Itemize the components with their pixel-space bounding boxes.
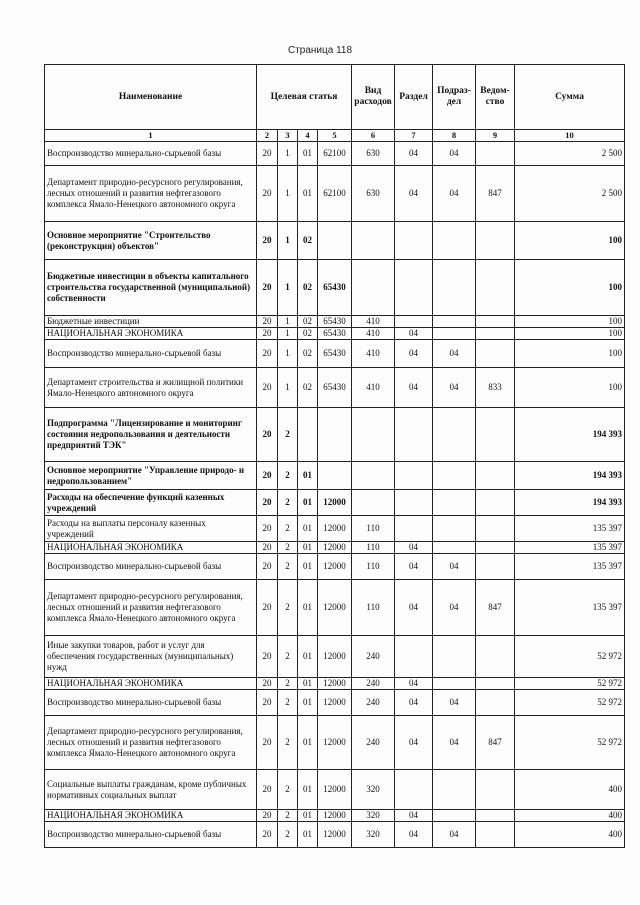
subsection-code: 04 [433, 690, 476, 716]
row-name: Департамент природно-ресурсного регулирования, лесных отношений и развития нефтегазового комплекса Ямало-Ненецкого автономного округа [45, 166, 257, 222]
target-code-activity: 01 [298, 542, 318, 554]
section-code: 04 [395, 678, 433, 690]
target-code-program: 20 [257, 516, 278, 542]
row-name: Подпрограмма "Лицензирование и мониторинг состояния недропользования и деятельности предприятий ТЭК" [45, 408, 257, 462]
table-row [45, 822, 625, 848]
row-sum: 100 [515, 340, 625, 368]
row-sum: 52 972 [515, 690, 625, 716]
expense-type-code [352, 222, 395, 260]
subsection-code [433, 542, 476, 554]
section-code [395, 316, 433, 328]
subsection-code: 04 [433, 822, 476, 848]
target-code-program: 20 [257, 408, 278, 462]
target-code-direction: 12000 [318, 822, 352, 848]
row-sum: 135 397 [515, 580, 625, 636]
target-code-activity: 01 [298, 690, 318, 716]
row-sum: 400 [515, 770, 625, 810]
expense-type-code: 110 [352, 580, 395, 636]
expense-type-code: 240 [352, 716, 395, 770]
target-code-direction: 12000 [318, 716, 352, 770]
target-code-direction: 62100 [318, 142, 352, 166]
target-code-subprogram: 1 [278, 340, 298, 368]
row-sum: 52 972 [515, 716, 625, 770]
section-code: 04 [395, 716, 433, 770]
subsection-code [433, 462, 476, 490]
row-sum: 100 [515, 328, 625, 340]
row-name: Основное мероприятие "Управление природо- и недропользованием" [45, 462, 257, 490]
target-code-program: 20 [257, 678, 278, 690]
expense-type-code: 110 [352, 516, 395, 542]
row-name: Департамент природно-ресурсного регулирования, лесных отношений и развития нефтегазового комплекса Ямало-Ненецкого автономного округа [45, 716, 257, 770]
section-code [395, 408, 433, 462]
target-code-subprogram: 2 [278, 636, 298, 678]
table-row [45, 542, 625, 554]
column-number: 10 [515, 130, 625, 142]
row-sum: 52 972 [515, 636, 625, 678]
section-code: 04 [395, 166, 433, 222]
target-code-direction: 65430 [318, 340, 352, 368]
subsection-code [433, 408, 476, 462]
table-row [45, 166, 625, 222]
table-row [45, 340, 625, 368]
target-code-subprogram: 2 [278, 580, 298, 636]
target-code-direction: 12000 [318, 516, 352, 542]
row-sum: 400 [515, 810, 625, 822]
subsection-code [433, 678, 476, 690]
subsection-code: 04 [433, 166, 476, 222]
target-code-subprogram: 2 [278, 542, 298, 554]
expense-type-code: 240 [352, 690, 395, 716]
expense-type-code: 320 [352, 810, 395, 822]
target-code-program: 20 [257, 166, 278, 222]
column-number: 4 [298, 130, 318, 142]
row-sum: 100 [515, 222, 625, 260]
department-code: 833 [476, 368, 515, 408]
expense-type-code: 630 [352, 166, 395, 222]
target-code-direction: 12000 [318, 636, 352, 678]
expense-type-code: 320 [352, 822, 395, 848]
row-sum: 100 [515, 260, 625, 316]
target-code-subprogram: 2 [278, 822, 298, 848]
target-code-program: 20 [257, 222, 278, 260]
expense-type-code: 410 [352, 340, 395, 368]
row-sum: 135 397 [515, 554, 625, 580]
department-code [476, 516, 515, 542]
target-code-activity: 01 [298, 678, 318, 690]
section-code: 04 [395, 810, 433, 822]
subsection-code [433, 810, 476, 822]
row-sum: 135 397 [515, 516, 625, 542]
header-subsection: Подраз- дел [433, 65, 476, 130]
row-name: Иные закупки товаров, работ и услуг для обеспечения государственных (муниципальных) нужд [45, 636, 257, 678]
target-code-program: 20 [257, 340, 278, 368]
expense-type-code: 320 [352, 770, 395, 810]
target-code-program: 20 [257, 142, 278, 166]
table-row [45, 554, 625, 580]
subsection-code: 04 [433, 580, 476, 636]
department-code: 847 [476, 716, 515, 770]
header-target: Целевая статья [257, 65, 352, 130]
column-number: 3 [278, 130, 298, 142]
target-code-direction [318, 408, 352, 462]
subsection-code [433, 490, 476, 516]
expense-type-code [352, 462, 395, 490]
header-sum: Сумма [515, 65, 625, 130]
target-code-direction: 12000 [318, 542, 352, 554]
target-code-subprogram: 2 [278, 770, 298, 810]
row-name: Бюджетные инвестиции [45, 316, 257, 328]
row-name: Воспроизводство минерально-сырьевой базы [45, 554, 257, 580]
target-code-program: 20 [257, 328, 278, 340]
table-row [45, 810, 625, 822]
section-code: 04 [395, 328, 433, 340]
target-code-activity: 01 [298, 636, 318, 678]
section-code: 04 [395, 554, 433, 580]
table-row [45, 490, 625, 516]
target-code-program: 20 [257, 770, 278, 810]
row-name: НАЦИОНАЛЬНАЯ ЭКОНОМИКА [45, 810, 257, 822]
target-code-subprogram: 2 [278, 678, 298, 690]
target-code-program: 20 [257, 810, 278, 822]
column-number-row [45, 130, 625, 142]
expense-type-code: 410 [352, 316, 395, 328]
row-name: НАЦИОНАЛЬНАЯ ЭКОНОМИКА [45, 678, 257, 690]
department-code [476, 462, 515, 490]
table-row [45, 462, 625, 490]
row-name: Воспроизводство минерально-сырьевой базы [45, 142, 257, 166]
row-sum: 2 500 [515, 166, 625, 222]
row-name: Воспроизводство минерально-сырьевой базы [45, 690, 257, 716]
section-code [395, 636, 433, 678]
header-row [45, 65, 625, 130]
target-code-direction: 12000 [318, 490, 352, 516]
column-number: 2 [257, 130, 278, 142]
table-row [45, 408, 625, 462]
expense-type-code [352, 490, 395, 516]
target-code-subprogram: 2 [278, 690, 298, 716]
section-code: 04 [395, 142, 433, 166]
row-name: Воспроизводство минерально-сырьевой базы [45, 340, 257, 368]
target-code-activity: 02 [298, 340, 318, 368]
target-code-program: 20 [257, 316, 278, 328]
table-row [45, 678, 625, 690]
subsection-code: 04 [433, 142, 476, 166]
target-code-program: 20 [257, 554, 278, 580]
subsection-code: 04 [433, 716, 476, 770]
target-code-subprogram: 1 [278, 368, 298, 408]
table-body [45, 142, 625, 848]
section-code [395, 490, 433, 516]
target-code-activity: 01 [298, 810, 318, 822]
department-code [476, 690, 515, 716]
row-name: НАЦИОНАЛЬНАЯ ЭКОНОМИКА [45, 542, 257, 554]
row-sum: 52 972 [515, 678, 625, 690]
department-code [476, 340, 515, 368]
column-number: 5 [318, 130, 352, 142]
section-code: 04 [395, 690, 433, 716]
row-sum: 194 393 [515, 408, 625, 462]
target-code-program: 20 [257, 260, 278, 316]
section-code [395, 516, 433, 542]
table-row [45, 142, 625, 166]
target-code-program: 20 [257, 462, 278, 490]
section-code: 04 [395, 542, 433, 554]
target-code-direction: 65430 [318, 316, 352, 328]
target-code-activity: 01 [298, 770, 318, 810]
target-code-subprogram: 2 [278, 516, 298, 542]
table-row [45, 690, 625, 716]
target-code-program: 20 [257, 822, 278, 848]
row-sum: 400 [515, 822, 625, 848]
section-code [395, 222, 433, 260]
row-name: НАЦИОНАЛЬНАЯ ЭКОНОМИКА [45, 328, 257, 340]
row-name: Департамент строительства и жилищной политики Ямало-Ненецкого автономного округа [45, 368, 257, 408]
target-code-activity: 01 [298, 516, 318, 542]
table-row [45, 580, 625, 636]
target-code-program: 20 [257, 716, 278, 770]
row-sum: 2 500 [515, 142, 625, 166]
table-row [45, 516, 625, 542]
row-name: Департамент природно-ресурсного регулирования, лесных отношений и развития нефтегазового комплекса Ямало-Ненецкого автономного округа [45, 580, 257, 636]
department-code [476, 770, 515, 810]
section-code [395, 260, 433, 316]
row-sum: 100 [515, 368, 625, 408]
header-department: Ведом- ство [476, 65, 515, 130]
column-number: 8 [433, 130, 476, 142]
header-section: Раздел [395, 65, 433, 130]
section-code [395, 770, 433, 810]
target-code-subprogram: 2 [278, 716, 298, 770]
target-code-activity: 01 [298, 142, 318, 166]
section-code: 04 [395, 822, 433, 848]
row-name: Социальные выплаты гражданам, кроме публичных нормативных социальных выплат [45, 770, 257, 810]
target-code-program: 20 [257, 490, 278, 516]
target-code-activity: 01 [298, 462, 318, 490]
subsection-code: 04 [433, 368, 476, 408]
department-code: 847 [476, 580, 515, 636]
table-row [45, 222, 625, 260]
department-code [476, 328, 515, 340]
target-code-activity: 02 [298, 222, 318, 260]
target-code-subprogram: 2 [278, 490, 298, 516]
section-code: 04 [395, 580, 433, 636]
subsection-code [433, 222, 476, 260]
expense-type-code: 410 [352, 368, 395, 408]
target-code-activity: 01 [298, 580, 318, 636]
page-number: Страница 118 [287, 45, 353, 56]
target-code-direction: 12000 [318, 678, 352, 690]
subsection-code: 04 [433, 554, 476, 580]
budget-table [44, 64, 625, 848]
target-code-activity: 02 [298, 328, 318, 340]
column-number: 9 [476, 130, 515, 142]
row-name: Расходы на обеспечение функций казенных учреждений [45, 490, 257, 516]
target-code-subprogram: 1 [278, 142, 298, 166]
target-code-direction: 12000 [318, 770, 352, 810]
target-code-subprogram: 2 [278, 462, 298, 490]
section-code: 04 [395, 340, 433, 368]
header-expense-type: Вид расходов [352, 65, 395, 130]
row-sum: 100 [515, 316, 625, 328]
target-code-activity: 01 [298, 716, 318, 770]
target-code-activity [298, 408, 318, 462]
table-row [45, 716, 625, 770]
target-code-program: 20 [257, 636, 278, 678]
target-code-subprogram: 1 [278, 316, 298, 328]
target-code-activity: 01 [298, 822, 318, 848]
target-code-subprogram: 1 [278, 260, 298, 316]
column-number: 7 [395, 130, 433, 142]
target-code-direction: 12000 [318, 690, 352, 716]
row-name: Воспроизводство минерально-сырьевой базы [45, 822, 257, 848]
target-code-direction: 12000 [318, 810, 352, 822]
target-code-subprogram: 1 [278, 328, 298, 340]
target-code-direction [318, 462, 352, 490]
column-number: 1 [45, 130, 257, 142]
row-name: Расходы на выплаты персоналу казенных учреждений [45, 516, 257, 542]
section-code [395, 462, 433, 490]
target-code-activity: 01 [298, 554, 318, 580]
target-code-direction: 62100 [318, 166, 352, 222]
target-code-program: 20 [257, 542, 278, 554]
department-code [476, 260, 515, 316]
target-code-activity: 01 [298, 166, 318, 222]
subsection-code [433, 636, 476, 678]
table-row [45, 368, 625, 408]
expense-type-code: 410 [352, 328, 395, 340]
subsection-code [433, 316, 476, 328]
target-code-subprogram: 2 [278, 554, 298, 580]
target-code-direction: 65430 [318, 368, 352, 408]
target-code-activity: 02 [298, 260, 318, 316]
target-code-program: 20 [257, 580, 278, 636]
department-code [476, 554, 515, 580]
target-code-direction: 12000 [318, 580, 352, 636]
subsection-code [433, 516, 476, 542]
target-code-subprogram: 1 [278, 166, 298, 222]
department-code [476, 142, 515, 166]
expense-type-code: 110 [352, 554, 395, 580]
target-code-direction: 65430 [318, 260, 352, 316]
department-code [476, 222, 515, 260]
department-code [476, 822, 515, 848]
target-code-subprogram: 1 [278, 222, 298, 260]
department-code [476, 810, 515, 822]
expense-type-code: 240 [352, 636, 395, 678]
department-code [476, 636, 515, 678]
expense-type-code: 240 [352, 678, 395, 690]
expense-type-code: 630 [352, 142, 395, 166]
department-code [476, 316, 515, 328]
table-row [45, 328, 625, 340]
expense-type-code [352, 408, 395, 462]
table-row [45, 636, 625, 678]
row-name: Бюджетные инвестиции в объекты капитального строительства государственной (муниципальной) собственности [45, 260, 257, 316]
row-name: Основное мероприятие "Строительство (реконструкция) объектов" [45, 222, 257, 260]
subsection-code [433, 770, 476, 810]
row-sum: 135 397 [515, 542, 625, 554]
department-code [476, 542, 515, 554]
row-sum: 194 393 [515, 462, 625, 490]
target-code-subprogram: 2 [278, 810, 298, 822]
department-code: 847 [476, 166, 515, 222]
department-code [476, 408, 515, 462]
section-code: 04 [395, 368, 433, 408]
target-code-program: 20 [257, 368, 278, 408]
target-code-activity: 02 [298, 316, 318, 328]
target-code-direction: 12000 [318, 554, 352, 580]
department-code [476, 490, 515, 516]
target-code-program: 20 [257, 690, 278, 716]
subsection-code: 04 [433, 340, 476, 368]
target-code-subprogram: 2 [278, 408, 298, 462]
target-code-activity: 02 [298, 368, 318, 408]
header-name: Наименование [45, 65, 257, 130]
table-row [45, 770, 625, 810]
table-row [45, 260, 625, 316]
row-sum: 194 393 [515, 490, 625, 516]
subsection-code [433, 328, 476, 340]
expense-type-code: 110 [352, 542, 395, 554]
column-number: 6 [352, 130, 395, 142]
expense-type-code [352, 260, 395, 316]
target-code-activity: 01 [298, 490, 318, 516]
department-code [476, 678, 515, 690]
target-code-direction: 65430 [318, 328, 352, 340]
target-code-direction [318, 222, 352, 260]
table-row [45, 316, 625, 328]
subsection-code [433, 260, 476, 316]
